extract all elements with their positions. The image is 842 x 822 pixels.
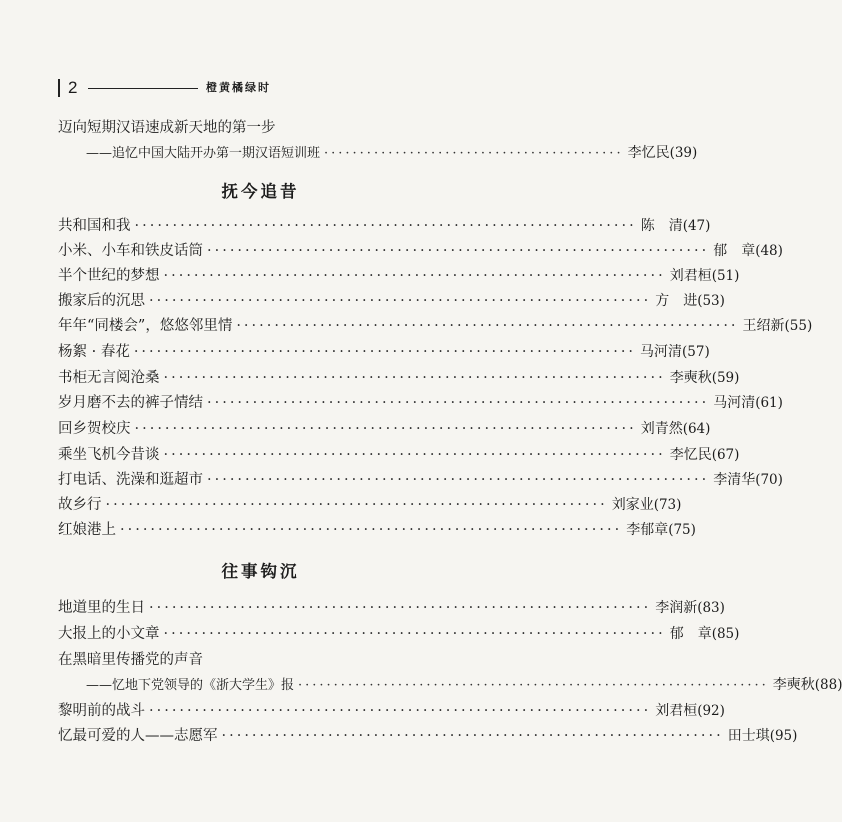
toc-entry bbox=[58, 417, 711, 441]
toc-entry bbox=[58, 596, 725, 620]
section-title: 抚今追昔 bbox=[221, 182, 300, 201]
toc-entry-author: 李忆民 bbox=[669, 447, 712, 463]
toc-entry bbox=[58, 699, 725, 723]
header-bar bbox=[58, 79, 60, 97]
toc-entry-subtitle: ——追忆中国大陆开办第一期汉语短训班 bbox=[86, 146, 321, 161]
section-title: 往事钩沉 bbox=[221, 562, 300, 581]
header-rule bbox=[88, 88, 198, 89]
toc-entry-title: 书柜无言阅沧桑 bbox=[58, 370, 160, 386]
toc-entry bbox=[58, 214, 711, 238]
leader-dots: ·································································· bbox=[163, 626, 666, 642]
toc-entry-title: 黎明前的战斗 bbox=[58, 703, 145, 719]
book-title: 橙黄橘绿时 bbox=[206, 81, 271, 94]
toc-entry-page: (48) bbox=[755, 243, 783, 259]
toc-entry-title: 搬家后的沉思 bbox=[58, 293, 145, 309]
toc-entry bbox=[58, 391, 783, 415]
toc-entry-author: 李清华 bbox=[713, 472, 756, 488]
toc-entry-page: (47) bbox=[682, 218, 711, 234]
toc-entry-title: 在黑暗里传播党的声音 bbox=[58, 652, 203, 668]
toc-entry-page: (61) bbox=[755, 395, 783, 411]
toc-entry-page: (67) bbox=[711, 447, 740, 463]
toc-entry-title: 忆最可爱的人——志愿军 bbox=[58, 728, 218, 744]
toc-entry bbox=[58, 724, 798, 748]
toc-entry-title: 打电话、洗澡和逛超市 bbox=[58, 472, 203, 488]
toc-entry-page: (95) bbox=[769, 728, 798, 744]
toc-entry-page: (53) bbox=[697, 293, 725, 309]
toc-entry-subtitle: ——忆地下党领导的《浙大学生》报 bbox=[86, 678, 295, 693]
leader-dots: ·································································· bbox=[134, 421, 637, 437]
leader-dots: ·································································· bbox=[149, 293, 652, 309]
leader-dots: ·································································· bbox=[105, 497, 608, 513]
toc-entry bbox=[58, 239, 783, 263]
toc-entry bbox=[58, 468, 783, 492]
leader-dots: ·································································· bbox=[133, 344, 637, 360]
toc-entry-page: (59) bbox=[711, 370, 740, 386]
leader-dots: ·································································· bbox=[207, 472, 710, 488]
leader-dots: ·································································· bbox=[221, 728, 724, 744]
toc-entry bbox=[58, 443, 740, 467]
toc-entry bbox=[58, 340, 710, 364]
leader-dots: ·································································· bbox=[207, 395, 710, 411]
toc-entry-title: 故乡行 bbox=[58, 497, 102, 513]
toc-entry-title: 红娘港上 bbox=[58, 522, 116, 538]
toc-entry-author: 李奭秋 bbox=[772, 677, 815, 693]
toc-entry bbox=[58, 366, 740, 390]
toc-entry-title: 年年“同楼会”，悠悠邻里情 bbox=[58, 318, 233, 334]
leader-dots: ·········································· bbox=[324, 146, 624, 161]
toc-entry-page: (64) bbox=[682, 421, 711, 437]
toc-entry bbox=[86, 141, 698, 165]
toc-entry-author: 方 进 bbox=[655, 293, 698, 309]
toc-entry bbox=[58, 518, 696, 542]
toc-entry-title: 共和国和我 bbox=[58, 218, 131, 234]
toc-entry-title: 大报上的小文章 bbox=[58, 626, 160, 642]
toc-entry-author: 刘君桓 bbox=[669, 268, 712, 284]
toc-entry-author: 陈 清 bbox=[640, 218, 683, 234]
toc-entry-author: 田士琪 bbox=[727, 728, 770, 744]
toc-entry-page: (75) bbox=[668, 522, 696, 538]
toc-entry-page: (92) bbox=[697, 703, 725, 719]
leader-dots: ·································································· bbox=[134, 218, 637, 234]
page-number: 2 bbox=[68, 78, 78, 97]
toc-entry-page: (57) bbox=[682, 344, 710, 360]
leader-dots: ·································································· bbox=[163, 370, 666, 386]
toc-entry-author: 刘青然 bbox=[640, 421, 683, 437]
leader-dots: ·································································· bbox=[163, 268, 666, 284]
toc-entry-author: 李郁章 bbox=[626, 522, 669, 538]
toc-entry-title: 岁月磨不去的裤子情结 bbox=[58, 395, 203, 411]
toc-entry bbox=[58, 314, 813, 338]
toc-entry-title: 乘坐飞机今昔谈 bbox=[58, 447, 160, 463]
toc-entry-title: 迈向短期汉语速成新天地的第一步 bbox=[58, 120, 276, 136]
toc-entry-page: (55) bbox=[784, 318, 813, 334]
toc-entry-page: (70) bbox=[755, 472, 783, 488]
toc-entry-page: (88) bbox=[814, 677, 842, 693]
toc-entry bbox=[58, 622, 740, 646]
toc-entry bbox=[58, 289, 725, 313]
leader-dots: ·································································· bbox=[149, 600, 652, 616]
toc-entry-author: 刘君桓 bbox=[655, 703, 698, 719]
toc-entry-author: 王绍新 bbox=[742, 318, 785, 334]
toc-entry-page: (85) bbox=[711, 626, 740, 642]
toc-entry-author: 马河清 bbox=[640, 344, 683, 360]
toc-entry-author: 李奭秋 bbox=[669, 370, 712, 386]
toc-entry-title: 小米、小车和铁皮话筒 bbox=[58, 243, 203, 259]
toc-entry-author: 郁 章 bbox=[713, 243, 756, 259]
toc-entry-page: (39) bbox=[669, 145, 698, 161]
toc-entry-author: 郁 章 bbox=[669, 626, 712, 642]
toc-entry-title: 回乡贺校庆 bbox=[58, 421, 131, 437]
toc-entry-page: (51) bbox=[711, 268, 740, 284]
toc-entry-author: 马河清 bbox=[713, 395, 756, 411]
leader-dots: ·································································· bbox=[236, 318, 739, 334]
leader-dots: ·································································· bbox=[163, 447, 666, 463]
toc-entry-author: 刘家业 bbox=[611, 497, 654, 513]
leader-dots: ·································································· bbox=[207, 243, 710, 259]
running-header bbox=[58, 76, 478, 100]
toc-entry-title: 地道里的生日 bbox=[58, 600, 145, 616]
toc-entry-page: (83) bbox=[697, 600, 725, 616]
toc-entry-title: 半个世纪的梦想 bbox=[58, 268, 160, 284]
toc-entry bbox=[58, 493, 682, 517]
toc-entry-page: (73) bbox=[653, 497, 682, 513]
leader-dots: ·································································· bbox=[120, 522, 623, 538]
leader-dots: ·································································· bbox=[298, 678, 769, 693]
leader-dots: ·································································· bbox=[149, 703, 652, 719]
toc-entry-author: 李忆民 bbox=[627, 145, 670, 161]
toc-entry bbox=[86, 673, 842, 697]
toc-entry-author: 李润新 bbox=[655, 600, 698, 616]
toc-entry-title: 杨絮 · 春花 bbox=[58, 344, 130, 360]
toc-entry bbox=[58, 264, 740, 288]
